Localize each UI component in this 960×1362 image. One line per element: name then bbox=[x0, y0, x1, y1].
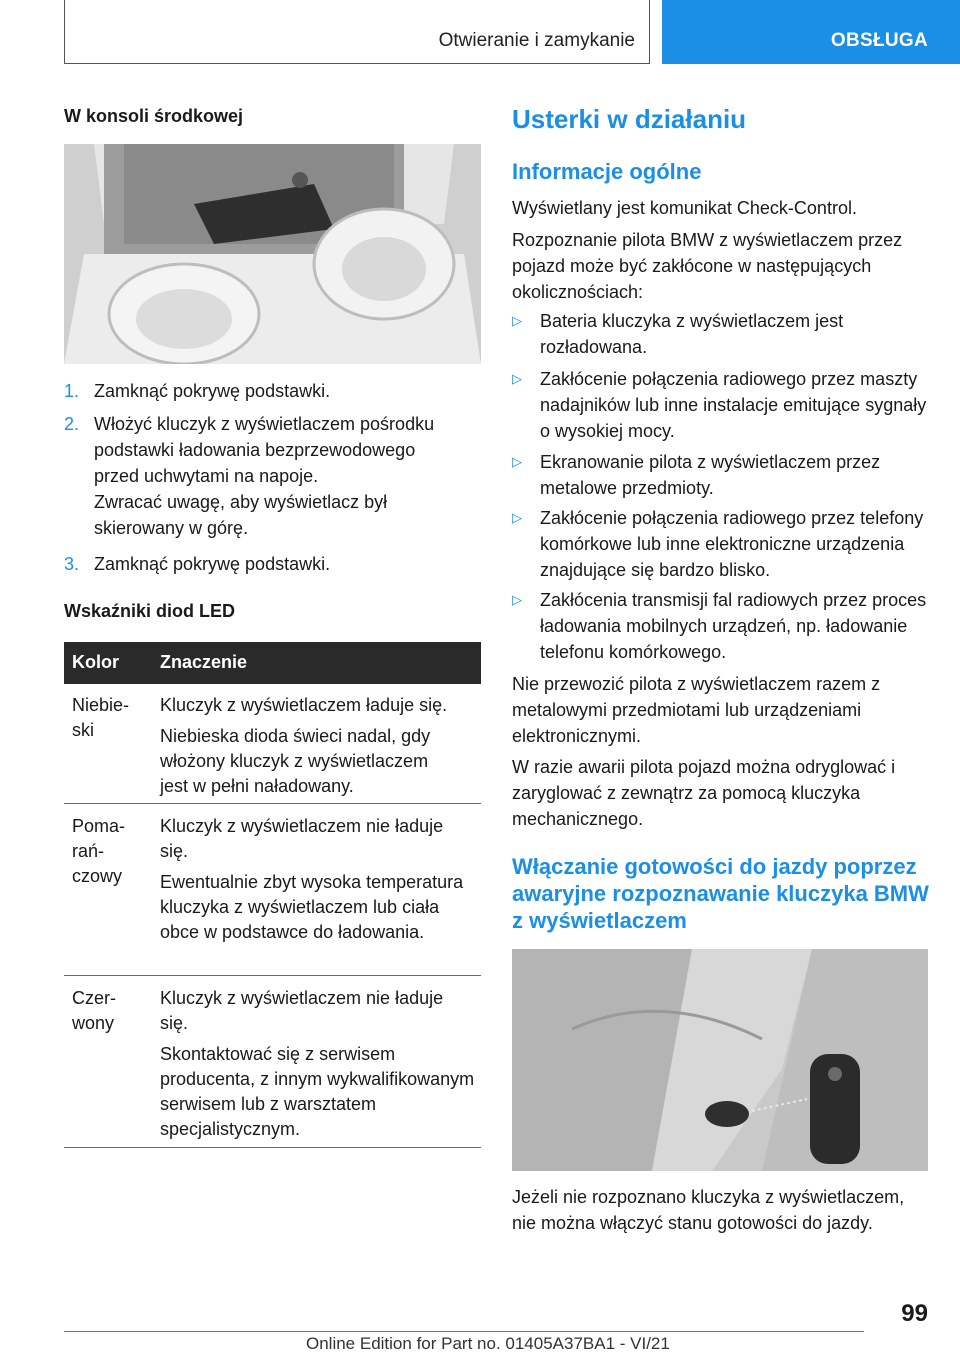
led-table-header bbox=[64, 642, 481, 684]
table-cell-znaczenie-note: Skontaktować się z serwisem producenta, z innym wykwalifikowanym serwisem lub z warsztatem specjalistycznym. bbox=[160, 1044, 475, 1139]
table-cell-kolor: Poma- rań- czowy bbox=[72, 816, 126, 886]
emergency-key-position-photo bbox=[512, 949, 928, 1171]
table-cell-znaczenie: Kluczyk z wyświetlaczem nie ładuje się. bbox=[160, 988, 444, 1033]
bullet-text: Ekranowanie pilota z wyświetlaczem przez metalowe przedmioty. bbox=[540, 452, 881, 498]
console-charging-photo bbox=[64, 144, 481, 364]
table-cell-znaczenie: Kluczyk z wyświetlaczem ładuje się. bbox=[160, 695, 448, 715]
section-title: Otwieranie i zamykanie bbox=[438, 30, 635, 51]
bullet-text: Zakłócenie połączenia radiowego przez telefony komórkowe lub inne elektroniczne urządzenia znajdujące się bardzo blisko. bbox=[540, 508, 924, 580]
col-header-znaczenie: Znaczenie bbox=[160, 652, 248, 672]
edition-footer: Online Edition for Part no. 01405A37BA1 - VI/21 bbox=[306, 1334, 670, 1353]
header-section-box bbox=[64, 0, 650, 64]
console-subheading: W konsoli środkowej bbox=[64, 106, 244, 126]
triangle-bullet-icon: ▷ bbox=[512, 313, 522, 328]
malfunction-heading: Usterki w działaniu bbox=[512, 104, 747, 134]
table-cell-znaczenie: Kluczyk z wyświetlaczem nie ładuje się. bbox=[160, 816, 444, 861]
paragraph: Wyświetlany jest komunikat Check-Control. bbox=[512, 198, 857, 218]
triangle-bullet-icon: ▷ bbox=[512, 371, 522, 386]
step-2-note bbox=[94, 489, 474, 541]
step-text: Zamknąć pokrywę podstawki. bbox=[94, 381, 331, 401]
step-number: 3. bbox=[64, 554, 80, 574]
table-cell-znaczenie-note: Ewentualnie zbyt wysoka temperatura kluczyka z wyświetlaczem lub ciała obce w podstawce do ładowania. bbox=[160, 872, 464, 942]
step-number: 2. bbox=[64, 414, 80, 434]
general-info-heading: Informacje ogólne bbox=[512, 159, 702, 184]
led-heading: Wskaźniki diod LED bbox=[64, 601, 236, 621]
emergency-recognition-heading: Włączanie gotowości do jazdy poprzez awaryjne rozpoznawanie kluczyka BMW z wyświetlaczem bbox=[512, 854, 929, 933]
triangle-bullet-icon: ▷ bbox=[512, 510, 522, 525]
table-row-divider bbox=[64, 1147, 481, 1148]
step-text: Włożyć kluczyk z wyświetlaczem pośrodku podstawki ładowania bezprzewodowego przed uchwytami na napoje. bbox=[94, 414, 435, 486]
table-cell-kolor: Czer- wony bbox=[72, 988, 116, 1033]
paragraph: W razie awarii pilota pojazd można odryglować i zaryglować z zewnątrz za pomocą kluczyka mechanicznego. bbox=[512, 757, 896, 829]
triangle-bullet-icon: ▷ bbox=[512, 454, 522, 469]
chapter-tab-label: OBSŁUGA bbox=[830, 30, 928, 51]
page-number: 99 bbox=[901, 1300, 928, 1327]
table-row-divider bbox=[64, 803, 481, 804]
paragraph: Nie przewozić pilota z wyświetlaczem razem z metalowymi przedmiotami lub urządzeniami elektronicznymi. bbox=[512, 674, 881, 746]
step-text: Zamknąć pokrywę podstawki. bbox=[94, 554, 331, 574]
footer-divider bbox=[64, 1331, 864, 1332]
triangle-bullet-icon: ▷ bbox=[512, 592, 522, 607]
paragraph: Rozpoznanie pilota BMW z wyświetlaczem przez pojazd może być zakłócone w następujących okolicznościach: bbox=[512, 230, 903, 302]
table-cell-znaczenie-note: Niebieska dioda świeci nadal, gdy włożony kluczyk z wyświetlaczem jest w pełni naładowany. bbox=[160, 726, 431, 796]
bullet-text: Zakłócenia transmisji fal radiowych przez proces ładowania mobilnych urządzeń, np. ładowanie telefonu komórkowego. bbox=[540, 590, 927, 662]
chapter-tab[interactable] bbox=[662, 0, 960, 64]
table-row-divider bbox=[64, 975, 481, 976]
table-cell-kolor: Niebie- ski bbox=[72, 695, 130, 740]
paragraph: Jeżeli nie rozpoznano kluczyka z wyświetlaczem, nie można włączyć stanu gotowości do jazdy. bbox=[512, 1187, 905, 1233]
bullet-text: Bateria kluczyka z wyświetlaczem jest rozładowana. bbox=[540, 311, 844, 357]
step-note-text: Zwracać uwagę, aby wyświetlacz był skierowany w górę. bbox=[94, 492, 388, 538]
step-number: 1. bbox=[64, 381, 80, 401]
bullet-text: Zakłócenie połączenia radiowego przez maszty nadajników lub inne instalacje emitujące sygnały o wysokiej mocy. bbox=[540, 369, 927, 441]
col-header-kolor: Kolor bbox=[72, 652, 119, 672]
